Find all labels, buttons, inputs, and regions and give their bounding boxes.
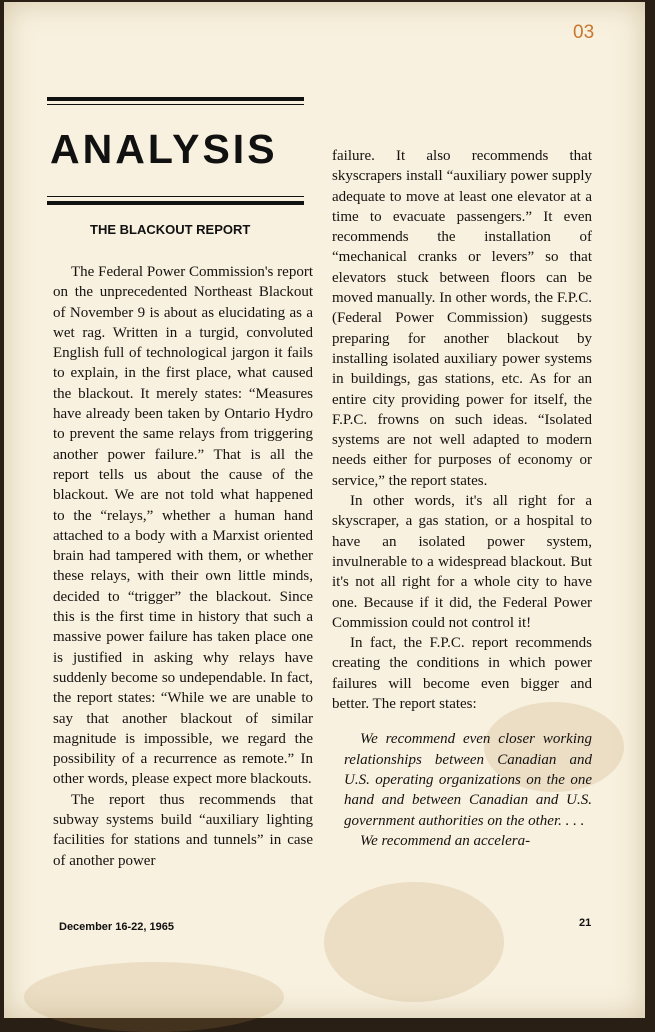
body-paragraph: The Federal Power Commission's report on the unprecedented Northeast Blackout of November 9 is about as elucidating as a wet rag. Written in a turgid, convoluted English full of technological jargon it fails to explain, in the first place, what caused the blackout. It merely states: “Measures have already been taken by Ontario Hydro to prevent the same relays from triggering another power failure.” That is all the report tells us about the cause of the blackout. We are not told what happened to the “relays,” whether a human hand attached to a body with a Marxist oriented brain had tampered with them, or whether these relays, with their own little minds, decided to “trigger” the blackout. Since this is the first time in history that such a massive power failure has taken place one is justified in asking why relays have suddenly become so undependable. In fact, the report states: “While we are unable to say that another blackout of similar magnitude is impossible, we regard the possibility of a recurrence as remote.” In other words, please expect more blackouts. xyxy=(53,264,313,788)
body-paragraph: The report thus recommends that subway systems build “auxiliary lighting facilities for stations and tunnels” in case of another power xyxy=(53,791,313,869)
body-paragraph: In fact, the F.P.C. report recommends creating the conditions in which power failures will become even bigger and better. The report states: xyxy=(332,635,592,713)
handwritten-margin-mark: 03 xyxy=(573,22,595,43)
header-rule-bottom-thin xyxy=(47,196,304,197)
page-number: 21 xyxy=(579,917,592,929)
header-rule-bottom xyxy=(47,201,304,205)
issue-date: December 16-22, 1965 xyxy=(59,921,174,933)
left-column xyxy=(53,262,313,871)
section-title: ANALYSIS xyxy=(50,126,278,172)
body-paragraph: In other words, it's all right for a skyscraper, a gas station, or a hospital to have an isolated power system, invulnerable to a widespread blackout. But it's not all right for a whole city to have one. Because if it did, the Federal Power Commission could not control it! xyxy=(332,493,592,631)
right-column xyxy=(332,146,592,851)
header-rule-top xyxy=(47,97,304,101)
body-paragraph: failure. It also recommends that skyscrapers install “auxiliary power supply adequate to move at least one elevator at a time to evacuate passengers.” It even recommends the installation of “mechanical cranks or levers” so that elevators stuck between floors can be moved manually. In other words, the F.P.C. (Federal Power Commission) suggests preparing for another blackout by installing isolated auxiliary power systems in buildings, gas stations, etc. As for an entire city providing power for itself, the F.P.C. frowns on such ideas. “Isolated systems are not well adapted to modern needs either for purposes of economy or service,” the report states. xyxy=(332,148,592,489)
quoted-passage: We recommend even closer working relationships between Canadian and U.S. operating organizations on the one hand and between Canadian and U.S. government authorities on the other. . . . xyxy=(344,731,592,829)
header-rule-top-thin xyxy=(47,104,304,105)
quoted-passage: We recommend an accelera- xyxy=(360,832,531,849)
article-title: THE BLACKOUT REPORT xyxy=(90,222,251,237)
